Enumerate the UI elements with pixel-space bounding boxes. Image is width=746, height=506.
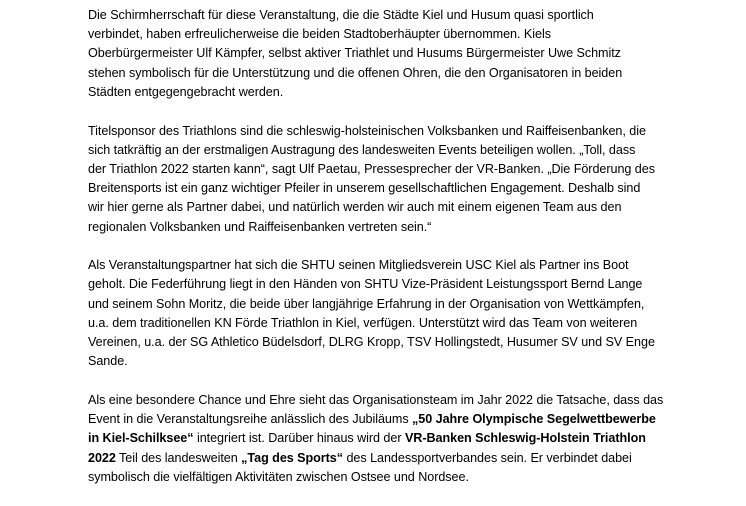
paragraph-schirmherrschaft: [88, 6, 728, 102]
text-line: wir hier gerne als Partner dabei, und natürlich werden wir auch mit einem eigenen Team aus den: [88, 200, 622, 215]
text-line: [88, 429, 728, 448]
bold-tag-des-sports: „Tag des Sports“: [241, 450, 344, 465]
text-line: stehen symbolisch für die Unterstützung und die offenen Ohren, die den Organisatoren in beiden: [88, 65, 623, 80]
paragraph-veranstaltungspartner: [88, 256, 728, 371]
text-line: sich tatkräftig an der erstmaligen Austragung des landesweiten Events beteiligen wollen. „Toll, dass: [88, 142, 636, 157]
text-line: u.a. dem traditionellen KN Förde Triathlon in Kiel, verfügen. Unterstützt wird das Team von weiteren: [88, 315, 638, 330]
text-line: der Triathlon 2022 starten kann“, sagt Ulf Paetau, Pressesprecher der VR-Banken. „Die Förderung des: [88, 161, 655, 176]
bold-event-year: 2022: [88, 450, 116, 465]
text-line: und seinem Sohn Moritz, die beide über langjährige Erfahrung in der Organisation von Wettkämpfen,: [88, 296, 645, 311]
paragraph-titelsponsor: [88, 122, 728, 237]
text-line: symbolisch die vielfältigen Aktivitäten zwischen Ostsee und Nordsee.: [88, 469, 469, 484]
text-line: regionalen Volksbanken und Raiffeisenbanken vertreten sein.“: [88, 219, 432, 234]
text-line: Städten entgegengebracht werden.: [88, 84, 284, 99]
text-line: Die Schirmherrschaft für diese Veranstaltung, die die Städte Kiel und Husum quasi sportlich: [88, 8, 594, 22]
text-line: Als Veranstaltungspartner hat sich die SHTU seinen Mitgliedsverein USC Kiel als Partner ins Boot: [88, 258, 629, 273]
text-line: Titelsponsor des Triathlons sind die schleswig-holsteinischen Volksbanken und Raiffeisenbanken, die: [88, 123, 646, 138]
text-line: Sande.: [88, 354, 128, 369]
text-line: Breitensports ist ein ganz wichtiger Pfeiler in unserem gesellschaftlichen Engagement. Deshalb sind: [88, 181, 641, 196]
text-line: Vereinen, u.a. der SG Athletico Büdelsdorf, DLRG Kropp, TSV Hollingstedt, Husumer SV und SV Enge: [88, 335, 655, 350]
text-line: [88, 410, 728, 429]
bold-jubilaeum-title: „50 Jahre Olympische Segelwettbewerbe: [412, 412, 656, 427]
text-line: Als eine besondere Chance und Ehre sieht das Organisationsteam im Jahr 2022 die Tatsache, dass das: [88, 392, 664, 407]
bold-event-name: VR-Banken Schleswig-Holstein Triathlon: [404, 431, 646, 446]
text-line: [88, 449, 728, 468]
text-line: Oberbürgermeister Ulf Kämpfer, selbst aktiver Triathlet und Husums Bürgermeister Uwe Schmitz: [88, 46, 621, 61]
paragraph-chance-und-ehre: [88, 391, 728, 487]
text-run: Teil des landesweiten: [115, 450, 242, 465]
document-page: [88, 6, 728, 506]
text-run: integriert ist. Darüber hinaus wird der: [193, 431, 405, 446]
text-run: des Landessportverbandes sein. Er verbindet dabei: [343, 450, 632, 465]
text-line: geholt. Die Federführung liegt in den Händen von SHTU Vize-Präsident Leistungssport Bernd Lange: [88, 277, 643, 292]
text-line: verbindet, haben erfreulicherweise die beiden Stadtoberhäupter übernommen. Kiels: [88, 27, 551, 42]
bold-kiel-schilksee: in Kiel-Schilksee“: [88, 431, 194, 446]
text-run: Event in die Veranstaltungsreihe anlässlich des Jubiläums: [88, 412, 413, 427]
